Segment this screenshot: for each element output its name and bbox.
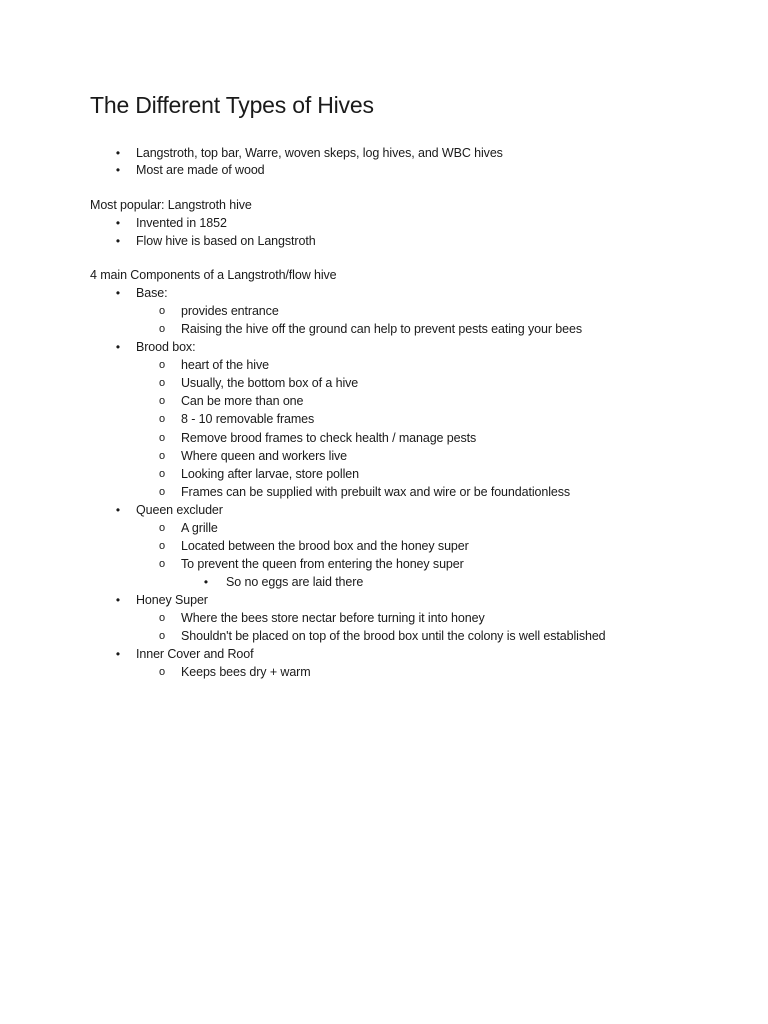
list-item: provides entrance <box>181 304 279 318</box>
list-item: To prevent the queen from entering the honey super <box>181 557 464 571</box>
list-item: heart of the hive <box>181 358 269 372</box>
bullet-icon: • <box>115 286 121 300</box>
circle-bullet-icon: o <box>158 305 166 317</box>
circle-bullet-icon: o <box>158 630 166 642</box>
bullet-icon: • <box>115 340 121 354</box>
bullet-icon: • <box>115 234 121 248</box>
circle-bullet-icon: o <box>158 468 166 480</box>
bullet-icon: • <box>203 575 209 589</box>
circle-bullet-icon: o <box>158 413 166 425</box>
list-item: So no eggs are laid there <box>226 575 364 589</box>
circle-bullet-icon: o <box>158 558 166 570</box>
bullet-icon: • <box>115 146 121 160</box>
list-item: Most are made of wood <box>136 163 265 177</box>
bullet-icon: • <box>115 647 121 661</box>
bullet-icon: • <box>115 216 121 230</box>
list-item: Remove brood frames to check health / manage pests <box>181 431 477 445</box>
circle-bullet-icon: o <box>158 359 166 371</box>
list-item: Keeps bees dry + warm <box>181 665 311 679</box>
component-label-base: Base: <box>136 286 168 300</box>
component-label-brood: Brood box: <box>136 340 196 354</box>
circle-bullet-icon: o <box>158 612 166 624</box>
list-item: Located between the brood box and the honey super <box>181 539 469 553</box>
list-item: 8 - 10 removable frames <box>181 412 315 426</box>
bullet-icon: • <box>115 593 121 607</box>
circle-bullet-icon: o <box>158 540 166 552</box>
circle-bullet-icon: o <box>158 377 166 389</box>
bullet-icon: • <box>115 503 121 517</box>
list-item: Where the bees store nectar before turning it into honey <box>181 611 485 625</box>
circle-bullet-icon: o <box>158 432 166 444</box>
list-item: Where queen and workers live <box>181 449 348 463</box>
list-item: A grille <box>181 521 218 535</box>
component-label-super: Honey Super <box>136 593 208 607</box>
list-item: Frames can be supplied with prebuilt wax and wire or be foundationless <box>181 485 571 499</box>
list-item: Invented in 1852 <box>136 216 227 230</box>
bullet-icon: • <box>115 163 121 177</box>
list-item: Flow hive is based on Langstroth <box>136 234 316 248</box>
circle-bullet-icon: o <box>158 486 166 498</box>
section-heading: Most popular: Langstroth hive <box>90 198 252 212</box>
list-item: Raising the hive off the ground can help to prevent pests eating your bees <box>181 322 582 336</box>
list-item: Shouldn't be placed on top of the brood box until the colony is well established <box>181 629 606 643</box>
circle-bullet-icon: o <box>158 666 166 678</box>
circle-bullet-icon: o <box>158 522 166 534</box>
component-label-cover: Inner Cover and Roof <box>136 647 254 661</box>
list-item: Can be more than one <box>181 394 304 408</box>
section-heading: 4 main Components of a Langstroth/flow hive <box>90 268 337 282</box>
circle-bullet-icon: o <box>158 450 166 462</box>
circle-bullet-icon: o <box>158 395 166 407</box>
page-title: The Different Types of Hives <box>90 92 374 118</box>
circle-bullet-icon: o <box>158 323 166 335</box>
list-item: Usually, the bottom box of a hive <box>181 376 359 390</box>
component-label-excluder: Queen excluder <box>136 503 223 517</box>
list-item: Langstroth, top bar, Warre, woven skeps, log hives, and WBC hives <box>136 146 503 160</box>
list-item: Looking after larvae, store pollen <box>181 467 359 481</box>
